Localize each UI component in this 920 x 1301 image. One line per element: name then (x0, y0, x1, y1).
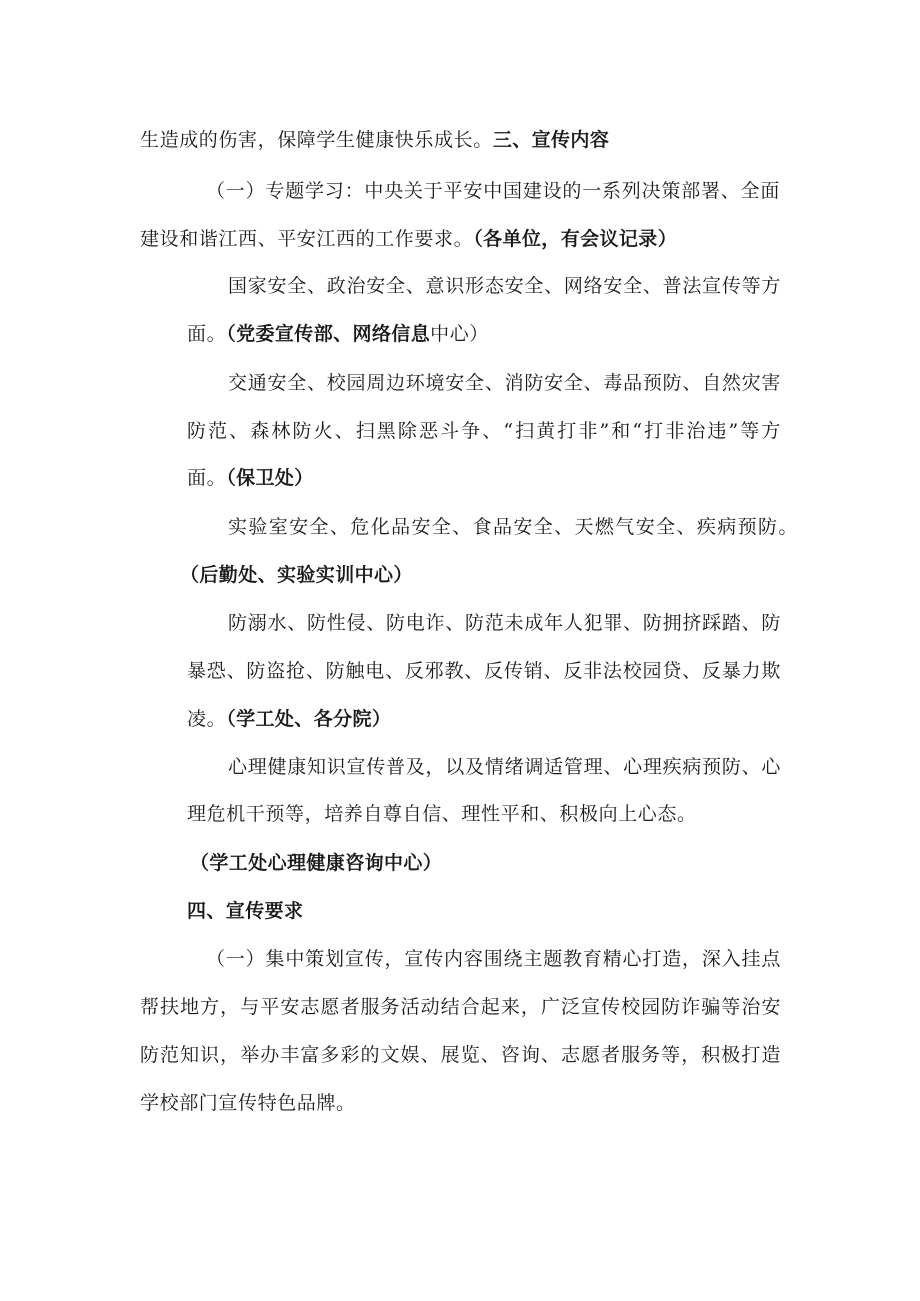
paragraph-line-1 (140, 127, 609, 153)
line-8-text: 面。 (187, 467, 227, 489)
paragraph-line-3 (140, 226, 677, 252)
paragraph-line-17 (187, 898, 303, 924)
paragraph-line-2: （一）专题学习：中央关于平安中国建设的一系列决策部署、全面 (206, 180, 780, 202)
responsible-units-note: （各单位，有会议记录） (473, 228, 678, 250)
responsible-dept-counseling: （学工处心理健康咨询中心） (190, 852, 443, 874)
paragraph-line-12: 暴恐、防盗抢、防触电、反邪教、反传销、反非法校园贷、反暴力欺 (187, 660, 781, 682)
paragraph-line-11: 防溺水、防性侵、防电诈、防范未成年人犯罪、防拥挤踩踏、防 (228, 612, 781, 634)
paragraph-line-10 (180, 562, 413, 588)
paragraph-line-8 (187, 465, 314, 491)
paragraph-line-16 (190, 850, 442, 876)
responsible-dept-logistics: （后勤处、实验实训中心） (180, 564, 413, 586)
paragraph-line-9: 实验室安全、危化品安全、食品安全、天燃气安全、疾病预防。 (228, 516, 798, 538)
section-heading-3: 三、宣传内容 (492, 129, 610, 151)
paragraph-line-13 (187, 706, 391, 732)
paragraph-line-6: 交通安全、校园周边环境安全、消防安全、毒品预防、自然灾害 (228, 372, 781, 394)
line-3-text: 建设和谐江西、平安江西的工作要求。 (140, 228, 474, 250)
paragraph-line-21: 学校部门宣传特色品牌。 (140, 1092, 356, 1114)
paragraph-line-15: 理危机干预等，培养自尊自信、理性平和、积极向上心态。 (187, 803, 697, 825)
responsible-dept-propaganda: （党委宣传部、网络信息 (226, 323, 431, 345)
paragraph-line-5 (187, 321, 489, 347)
section-heading-4: 四、宣传要求 (187, 900, 304, 922)
responsible-dept-security: （保卫处） (226, 467, 314, 489)
responsible-dept-student-affairs: （学工处、各分院） (226, 708, 392, 730)
paragraph-line-19: 帮扶地方，与平安志愿者服务活动结合起来，广泛宣传校园防诈骗等治安 (140, 996, 781, 1018)
paragraph-line-14: 心理健康知识宣传普及，以及情绪调适管理、心理疾病预防、心 (228, 756, 781, 778)
paragraph-line-20: 防范知识，举办丰富多彩的文娱、展览、咨询、志愿者服务等，积极打造 (140, 1044, 781, 1066)
paragraph-line-4: 国家安全、政治安全、意识形态安全、网络安全、普法宣传等方 (228, 275, 781, 297)
line-5-suffix: 中心） (430, 323, 489, 345)
line-5-text: 面。 (187, 323, 227, 345)
intro-text: 生造成的伤害，保障学生健康快乐成长。 (140, 129, 493, 151)
paragraph-line-7: 防范、森林防火、扫黑除恶斗争、“扫黄打非”和“打非治违”等方 (187, 420, 781, 442)
line-13-text: 凌。 (187, 708, 227, 730)
paragraph-line-18: （一）集中策划宣传，宣传内容围绕主题教育精心打造，深入挂点 (206, 948, 781, 970)
